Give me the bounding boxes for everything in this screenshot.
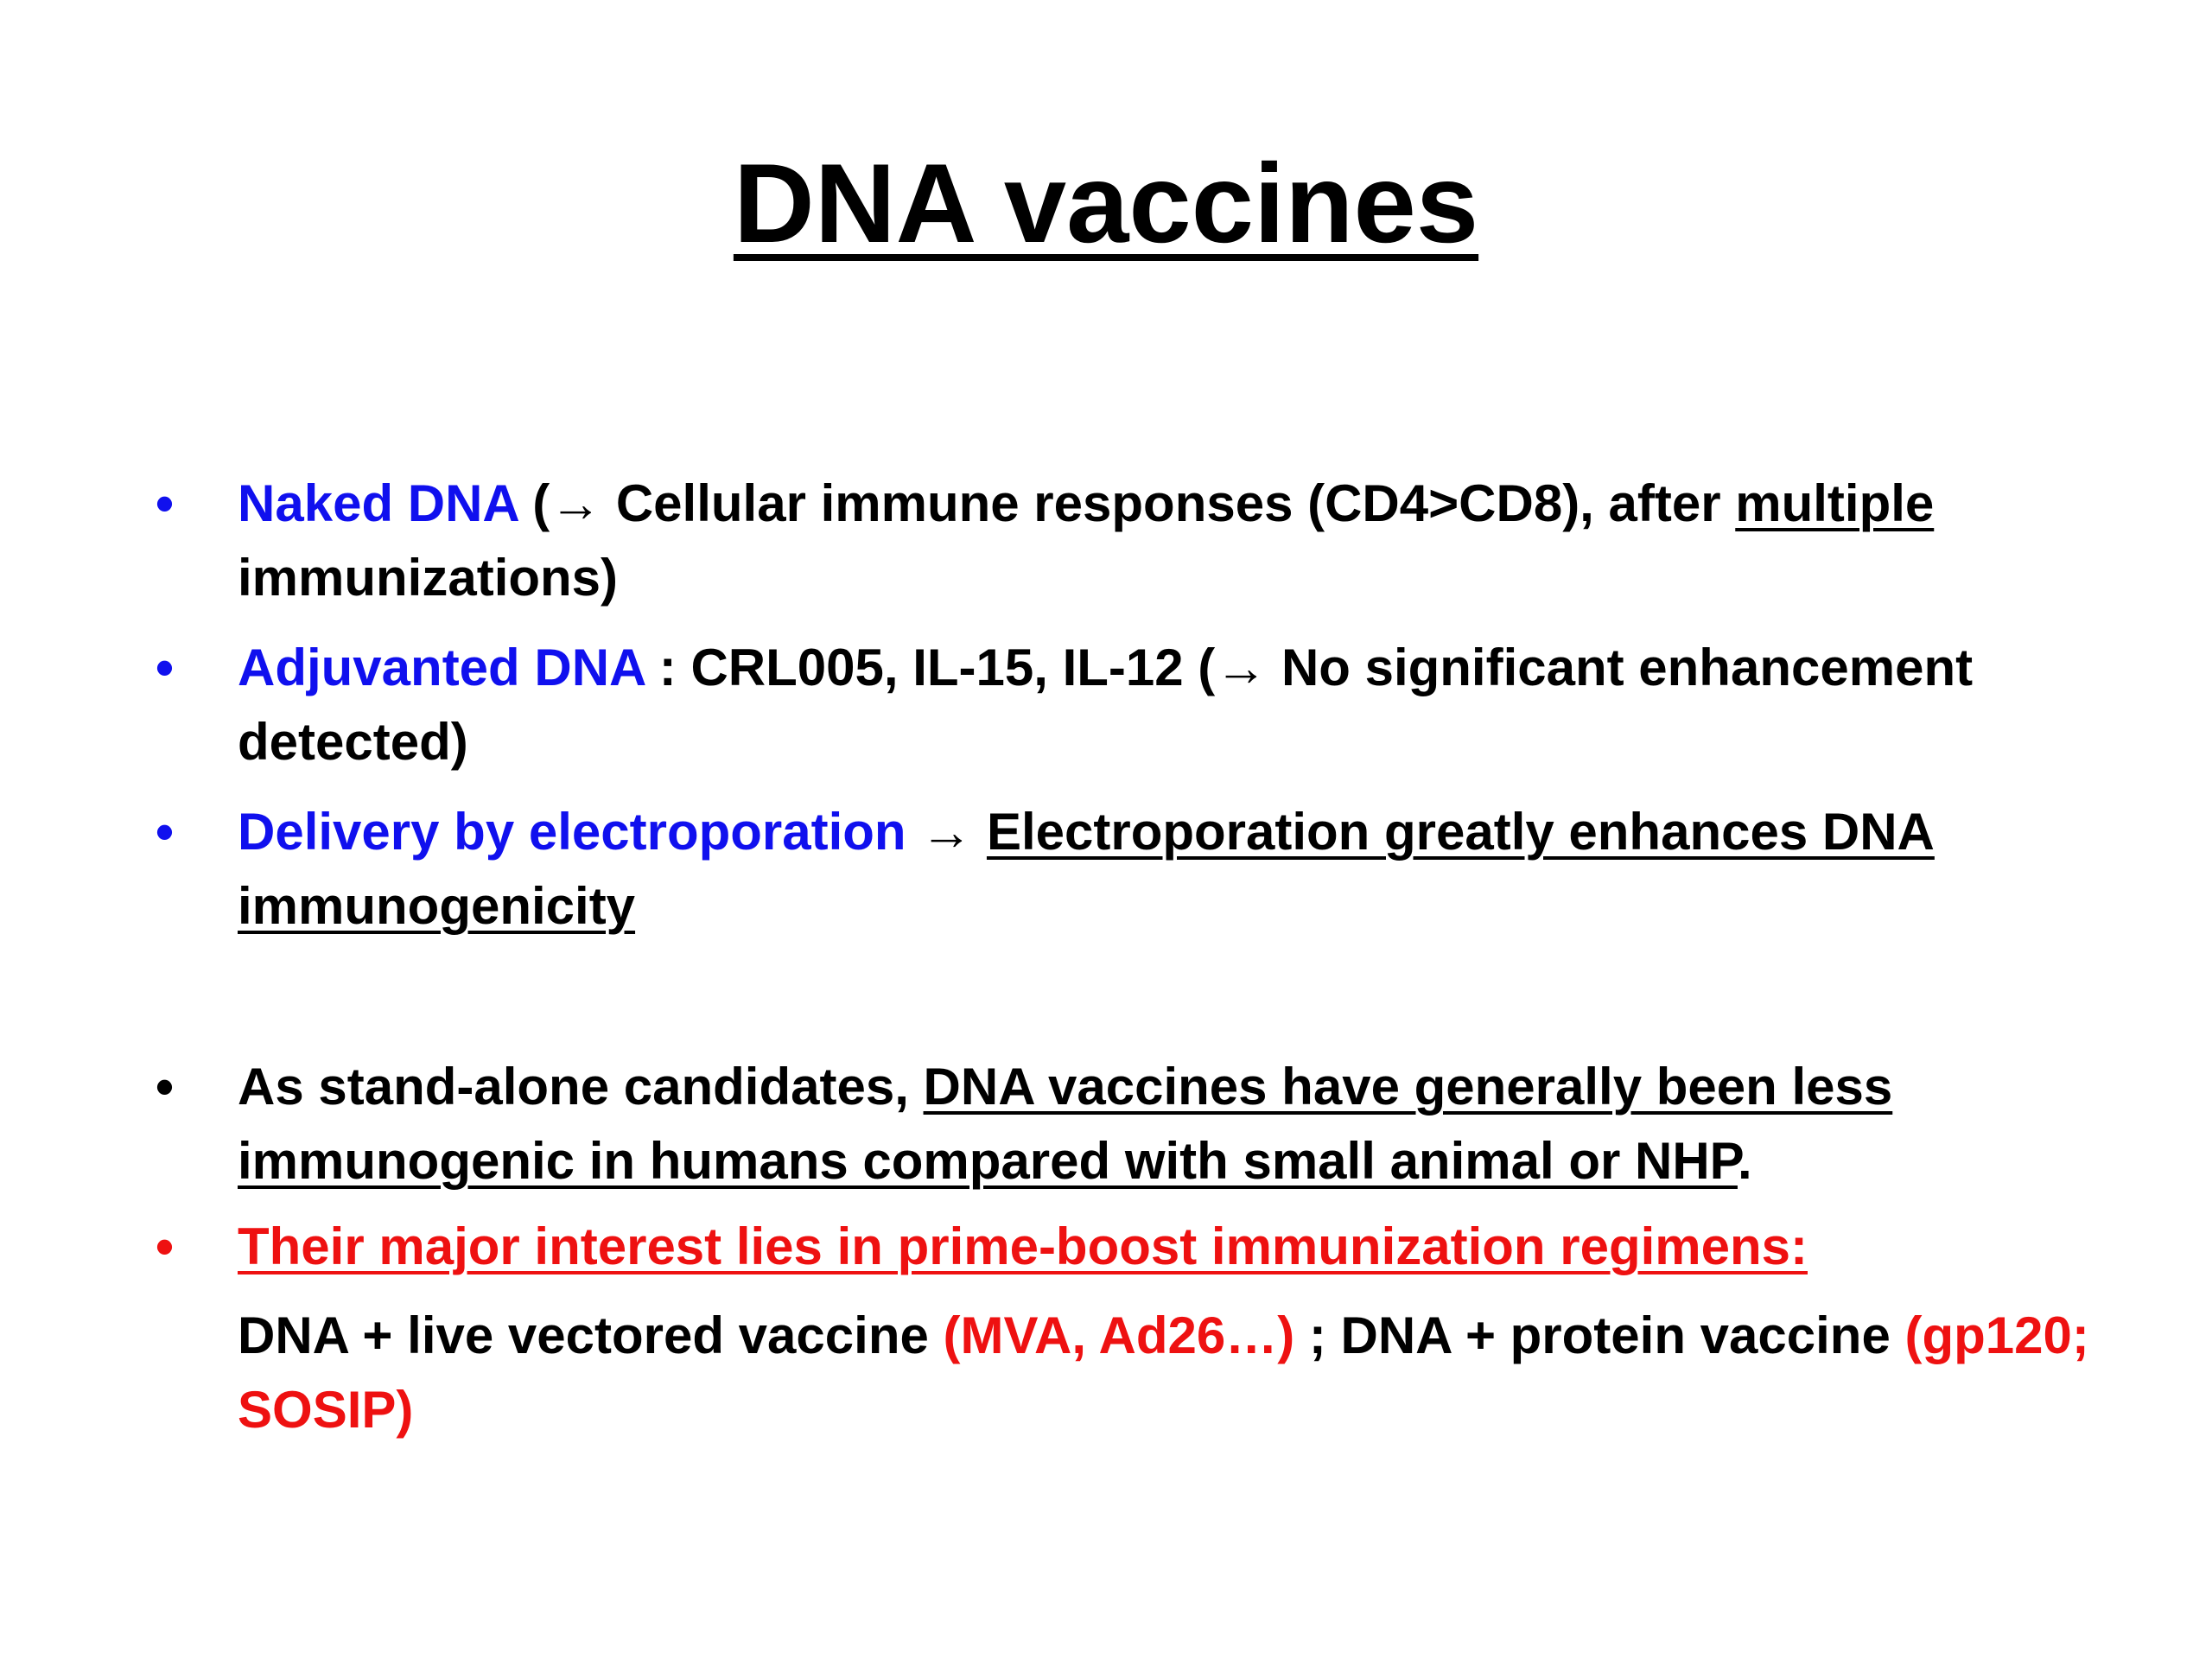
slide-title: DNA vaccines	[733, 140, 1479, 266]
bullet-underlined: Their major interest lies in prime-boost immunization regimens:	[238, 1217, 1808, 1275]
bullet-marker: •	[156, 803, 175, 861]
bullet-head: Naked DNA	[238, 474, 518, 532]
example-vectors: (MVA, Ad26…)	[943, 1306, 1295, 1364]
bullet-underlined: DNA vaccines have generally been less immunogenic in humans compared with small animal or NHP	[238, 1058, 1893, 1190]
bullet-text-end: immunizations)	[238, 549, 619, 607]
example-text: ; DNA + protein vaccine	[1294, 1306, 1905, 1364]
bullet-text-end: .	[1737, 1132, 1752, 1190]
bullet-marker: •	[156, 1058, 175, 1116]
bullet-marker: •	[156, 1217, 175, 1275]
bullet-prime-boost	[156, 1210, 2095, 1284]
example-proteins: (gp120; SOSIP)	[238, 1306, 2089, 1439]
bullet-adjuvanted-dna	[156, 631, 2095, 779]
bullet-text: →	[906, 803, 987, 861]
bullet-text: : CRL005, IL-15, IL-12 (→ No significant enhancement detected)	[238, 639, 1974, 771]
example-text: DNA + live vectored vaccine	[238, 1306, 944, 1364]
bullet-naked-dna	[156, 467, 2095, 615]
bullet-electroporation	[156, 795, 2095, 944]
bullet-marker: •	[156, 474, 175, 532]
bullet-marker: •	[156, 639, 175, 696]
prime-boost-examples	[238, 1299, 2095, 1447]
bullet-head: Delivery by electroporation	[238, 803, 906, 861]
bullet-text: (→ Cellular immune responses (CD4>CD8), after	[518, 474, 1736, 532]
bullet-underlined: multiple	[1735, 474, 1935, 532]
bullet-head: Adjuvanted DNA	[238, 639, 645, 696]
bullet-text: As stand-alone candidates,	[238, 1058, 924, 1116]
bullet-stand-alone	[156, 1050, 2095, 1198]
bullet-underlined: Electroporation greatly enhances DNA immunogenicity	[238, 803, 1935, 935]
